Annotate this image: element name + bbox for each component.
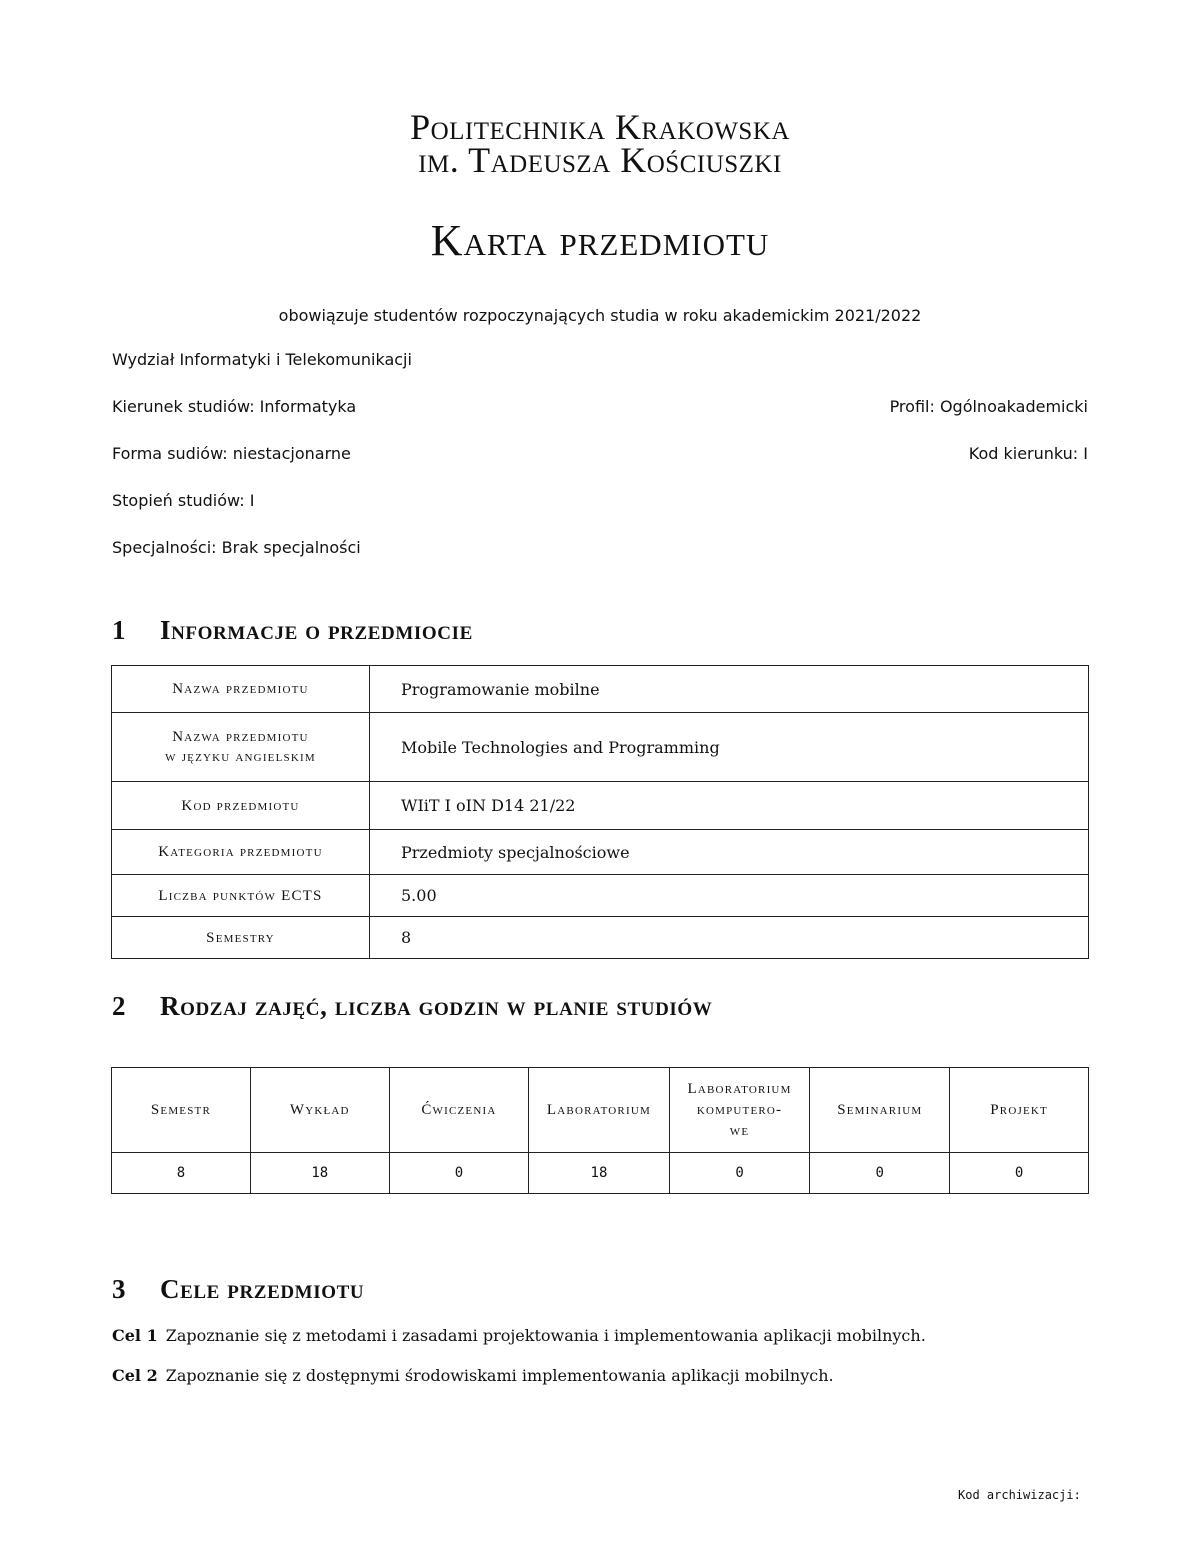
table-row bbox=[112, 917, 1089, 959]
semesters-value: 8 bbox=[370, 917, 1089, 959]
validity-note: obowiązuje studentów rozpoczynających studia w roku akademickim 2021/2022 bbox=[278, 306, 922, 325]
label-line: Nazwa przedmiotu bbox=[172, 729, 309, 745]
table-row bbox=[112, 1153, 1089, 1194]
goal-label: Cel 1 bbox=[112, 1326, 158, 1345]
section-title: Cele przedmiotu bbox=[160, 1274, 365, 1304]
english-name-label bbox=[112, 713, 370, 782]
archive-code: Kod archiwizacji: bbox=[958, 1488, 1081, 1502]
page-title: Karta przedmiotu bbox=[430, 216, 770, 265]
study-form: Forma sudiów: niestacjonarne bbox=[112, 444, 351, 463]
table-row bbox=[112, 830, 1089, 875]
course-name-label: Nazwa przedmiotu bbox=[112, 666, 370, 713]
col-lecture: Wykład bbox=[250, 1068, 389, 1153]
section-2-heading bbox=[112, 991, 712, 1022]
cell-computer-lab: 0 bbox=[669, 1153, 810, 1194]
section-number: 3 bbox=[112, 1274, 127, 1304]
col-computer-lab bbox=[669, 1068, 810, 1153]
faculty: Wydział Informatyki i Telekomunikacji bbox=[112, 350, 412, 369]
header-line: Laboratorium bbox=[687, 1080, 792, 1097]
section-number: 1 bbox=[112, 615, 127, 645]
table-row bbox=[112, 875, 1089, 917]
section-3-heading bbox=[112, 1274, 364, 1305]
university-patron: im. Tadeusza Kościuszki bbox=[418, 140, 782, 180]
goal-text: Zapoznanie się z dostępnymi środowiskami implementowania aplikacji mobilnych. bbox=[165, 1366, 834, 1385]
table-row bbox=[112, 782, 1089, 830]
cell-exercises: 0 bbox=[389, 1153, 528, 1194]
course-name-value: Programowanie mobilne bbox=[370, 666, 1089, 713]
section-number: 2 bbox=[112, 991, 127, 1021]
english-name-value: Mobile Technologies and Programming bbox=[370, 713, 1089, 782]
col-project: Projekt bbox=[950, 1068, 1089, 1153]
course-info-table bbox=[111, 665, 1089, 959]
label-line: w języku angielskim bbox=[165, 749, 316, 765]
course-code-label: Kod przedmiotu bbox=[112, 782, 370, 830]
col-laboratory: Laboratorium bbox=[529, 1068, 670, 1153]
table-row bbox=[112, 713, 1089, 782]
col-seminar: Seminarium bbox=[810, 1068, 950, 1153]
table-header-row bbox=[112, 1068, 1089, 1153]
ects-value: 5.00 bbox=[370, 875, 1089, 917]
col-exercises: Ćwiczenia bbox=[389, 1068, 528, 1153]
course-code-value: WIiT I oIN D14 21/22 bbox=[370, 782, 1089, 830]
cell-laboratory: 18 bbox=[529, 1153, 670, 1194]
degree-level: Stopień studiów: I bbox=[112, 491, 255, 510]
cell-seminar: 0 bbox=[810, 1153, 950, 1194]
col-semester: Semestr bbox=[112, 1068, 251, 1153]
cell-semester: 8 bbox=[112, 1153, 251, 1194]
course-category-label: Kategoria przedmiotu bbox=[112, 830, 370, 875]
goal-item bbox=[112, 1366, 834, 1385]
semesters-label: Semestry bbox=[112, 917, 370, 959]
goal-text: Zapoznanie się z metodami i zasadami projektowania i implementowania aplikacji mobilnych. bbox=[165, 1326, 926, 1345]
profile: Profil: Ogólnoakademicki bbox=[889, 397, 1088, 416]
header-line: komputero- bbox=[696, 1101, 783, 1118]
field-of-study: Kierunek studiów: Informatyka bbox=[112, 397, 357, 416]
hours-table bbox=[111, 1067, 1089, 1194]
cell-project: 0 bbox=[950, 1153, 1089, 1194]
course-category-value: Przedmioty specjalnościowe bbox=[370, 830, 1089, 875]
specializations: Specjalności: Brak specjalności bbox=[112, 538, 361, 557]
section-title: Informacje o przedmiocie bbox=[160, 615, 473, 645]
ects-label: Liczba punktów ECTS bbox=[112, 875, 370, 917]
cell-lecture: 18 bbox=[250, 1153, 389, 1194]
section-title: Rodzaj zajęć, liczba godzin w planie studiów bbox=[160, 991, 713, 1021]
section-1-heading bbox=[112, 615, 473, 646]
header-line: we bbox=[729, 1122, 750, 1139]
goal-item bbox=[112, 1326, 926, 1345]
table-row bbox=[112, 666, 1089, 713]
university-name: Politechnika Krakowska bbox=[410, 107, 790, 147]
goal-label: Cel 2 bbox=[112, 1366, 158, 1385]
field-code: Kod kierunku: I bbox=[968, 444, 1088, 463]
